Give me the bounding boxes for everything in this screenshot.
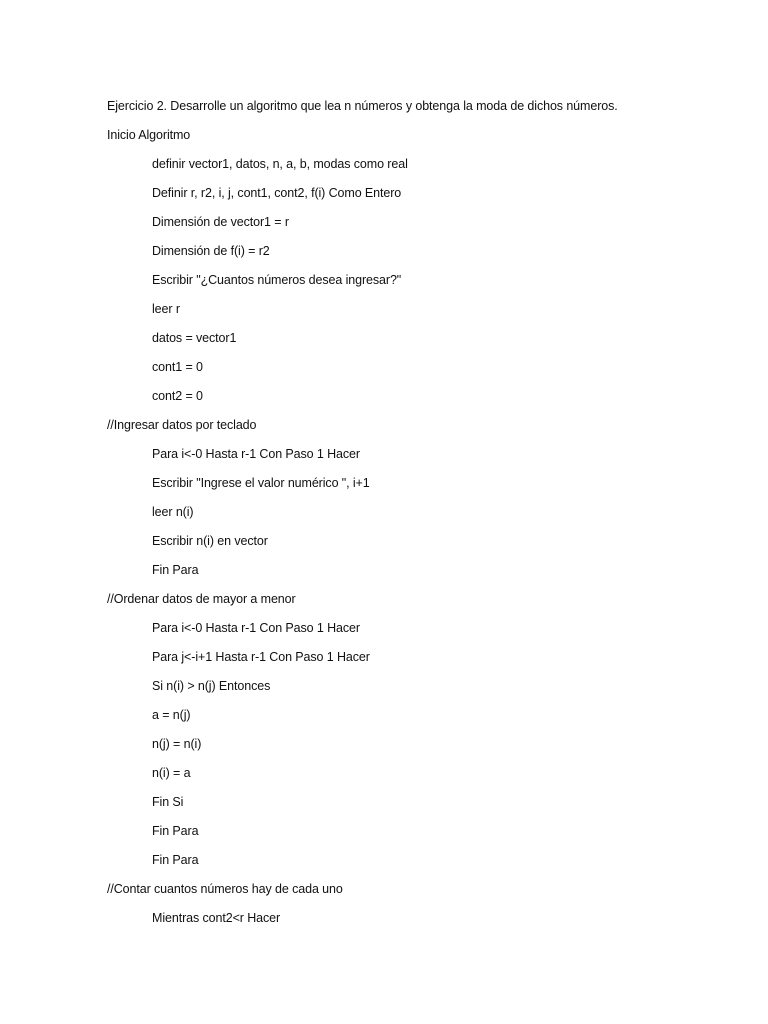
code-line: Para i<-0 Hasta r-1 Con Paso 1 Hacer bbox=[152, 621, 360, 635]
code-line: datos = vector1 bbox=[152, 331, 237, 345]
code-line: definir vector1, datos, n, a, b, modas como real bbox=[152, 157, 408, 171]
code-line: Si n(i) > n(j) Entonces bbox=[152, 679, 271, 693]
section-line: Inicio Algoritmo bbox=[107, 128, 191, 142]
code-line: Definir r, r2, i, j, cont1, cont2, f(i) Como Entero bbox=[152, 186, 402, 200]
section-line: //Ordenar datos de mayor a menor bbox=[107, 592, 296, 606]
code-line: Escribir "Ingrese el valor numérico ", i+1 bbox=[152, 476, 370, 490]
code-line: Dimensión de f(i) = r2 bbox=[152, 244, 270, 258]
code-line: Para j<-i+1 Hasta r-1 Con Paso 1 Hacer bbox=[152, 650, 370, 664]
code-line: leer n(i) bbox=[152, 505, 194, 519]
code-line: n(j) = n(i) bbox=[152, 737, 202, 751]
code-line: Escribir n(i) en vector bbox=[152, 534, 268, 548]
section-line: //Contar cuantos números hay de cada uno bbox=[107, 882, 343, 896]
code-line: Fin Para bbox=[152, 824, 199, 838]
code-line: cont1 = 0 bbox=[152, 360, 203, 374]
code-line: Escribir "¿Cuantos números desea ingresar?" bbox=[152, 273, 402, 287]
code-line: Dimensión de vector1 = r bbox=[152, 215, 289, 229]
code-line: Fin Si bbox=[152, 795, 184, 809]
code-line: Mientras cont2<r Hacer bbox=[152, 911, 281, 925]
code-line: a = n(j) bbox=[152, 708, 191, 722]
code-line: Fin Para bbox=[152, 853, 199, 867]
code-line: Fin Para bbox=[152, 563, 199, 577]
document-body bbox=[107, 92, 747, 933]
document-title: Ejercicio 2. Desarrolle un algoritmo que lea n números y obtenga la moda de dichos números. bbox=[107, 99, 618, 113]
section-line: //Ingresar datos por teclado bbox=[107, 418, 257, 432]
code-line: leer r bbox=[152, 302, 180, 316]
code-line: Para i<-0 Hasta r-1 Con Paso 1 Hacer bbox=[152, 447, 360, 461]
code-line: cont2 = 0 bbox=[152, 389, 203, 403]
code-line: n(i) = a bbox=[152, 766, 191, 780]
